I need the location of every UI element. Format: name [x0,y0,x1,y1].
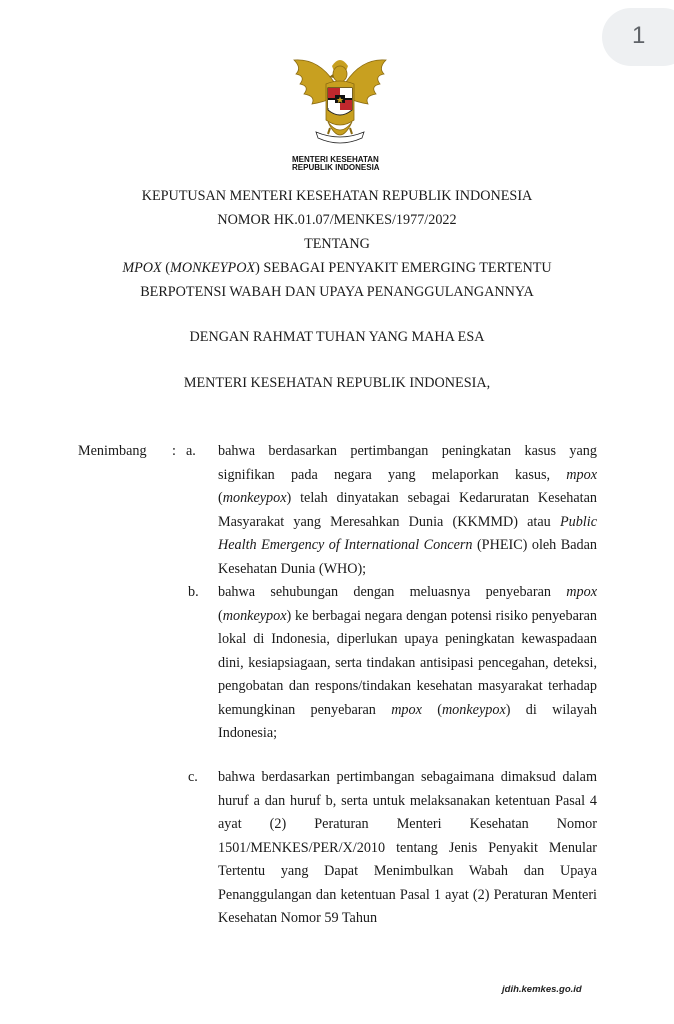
document-title: KEPUTUSAN MENTERI KESEHATAN REPUBLIK INDONESIA [141,188,533,204]
considering-item-b [218,581,597,746]
document-number: NOMOR HK.01.07/MENKES/1977/2022 [217,212,457,228]
subject-rest: ) SEBAGAI PENYAKIT EMERGING TERTENTU [255,260,552,276]
blessing-line: DENGAN RAHMAT TUHAN YANG MAHA ESA [189,329,485,345]
item-b-italic-1: mpox [566,584,597,600]
item-b-italic-3: mpox [391,701,422,718]
subject-monkeypox: MONKEYPOX [170,260,256,276]
item-b-text-4: ( [421,701,442,718]
issuer-line: MENTERI KESEHATAN REPUBLIK INDONESIA, [183,375,491,391]
item-b-text-5: ) di wilayah Indonesia; [218,701,597,742]
item-a-text-1: bahwa berdasarkan pertimbangan peningkatan kasus yang signifikan pada negara yang melaporkan kasus, [218,443,597,483]
item-b-text-3: ) ke berbagai negara dengan potensi risiko penyebaran lokal di Indonesia, diperlukan upaya peningkatan kewaspadaan dini, kesiapsiagaan, serta tindakan antisipasi pencegahan, deteksi, pengobatan dan respons/tindakan kesehatan masyarakat terhadap kemungkinan penyebaran [218,607,597,718]
document-about-label: TENTANG [304,236,370,252]
considering-label: Menimbang [78,443,147,459]
item-marker-c: c. [188,769,198,785]
document-subject-line2: BERPOTENSI WABAH DAN UPAYA PENANGGULANGANNYA [140,284,534,300]
item-a-text-4: (PHEIC) oleh Badan Kesehatan Dunia (WHO); [218,537,597,577]
considering-colon: : [172,443,176,459]
page-number: 1 [632,22,646,49]
item-a-italic-2: monkeypox [222,490,287,507]
garuda-emblem-icon [288,52,392,152]
page-number-badge [602,8,674,66]
item-a-text-2: ( [218,490,223,507]
item-a-italic-1: mpox [566,466,597,483]
item-b-text-1: bahwa sehubungan dengan meluasnya penyebaran [218,584,567,600]
considering-item-c: bahwa berdasarkan pertimbangan sebagaimana dimaksud dalam huruf a dan huruf b, serta untuk melaksanakan ketentuan Pasal 4 ayat (2) Peraturan Menteri Kesehatan Nomor 1501/MENKES/PER/X/2010 tentang Jenis Penyakit Menular Tertentu yang Dapat Menimbulkan Wabah dan Upaya Penanggulangan dan ketentuan Pasal 1 ayat (2) Peraturan Menteri Kesehatan Nomor 59 Tahun [218,769,597,927]
item-marker-b: b. [188,584,199,600]
document-subject-line1 [0,258,674,278]
emblem-caption-line2: REPUBLIK INDONESIA [292,163,380,172]
item-a-italic-3: Public Health Emergency of International Concern [218,513,597,554]
subject-paren-open: ( [161,260,170,276]
item-b-italic-4: monkeypox [441,701,506,718]
item-b-text-2: ( [218,607,223,624]
considering-item-a [218,440,597,581]
item-marker-a: a. [186,443,196,459]
emblem-caption-line1: MENTERI KESEHATAN [292,155,379,164]
footer-source-link: jdih.kemkes.go.id [502,984,582,995]
item-b-italic-2: monkeypox [222,607,287,624]
item-a-text-3: ) telah dinyatakan sebagai Kedaruratan Kesehatan Masyarakat yang Meresahkan Dunia (KKMMD) atau [218,490,597,530]
subject-mpox: MPOX [122,260,162,276]
